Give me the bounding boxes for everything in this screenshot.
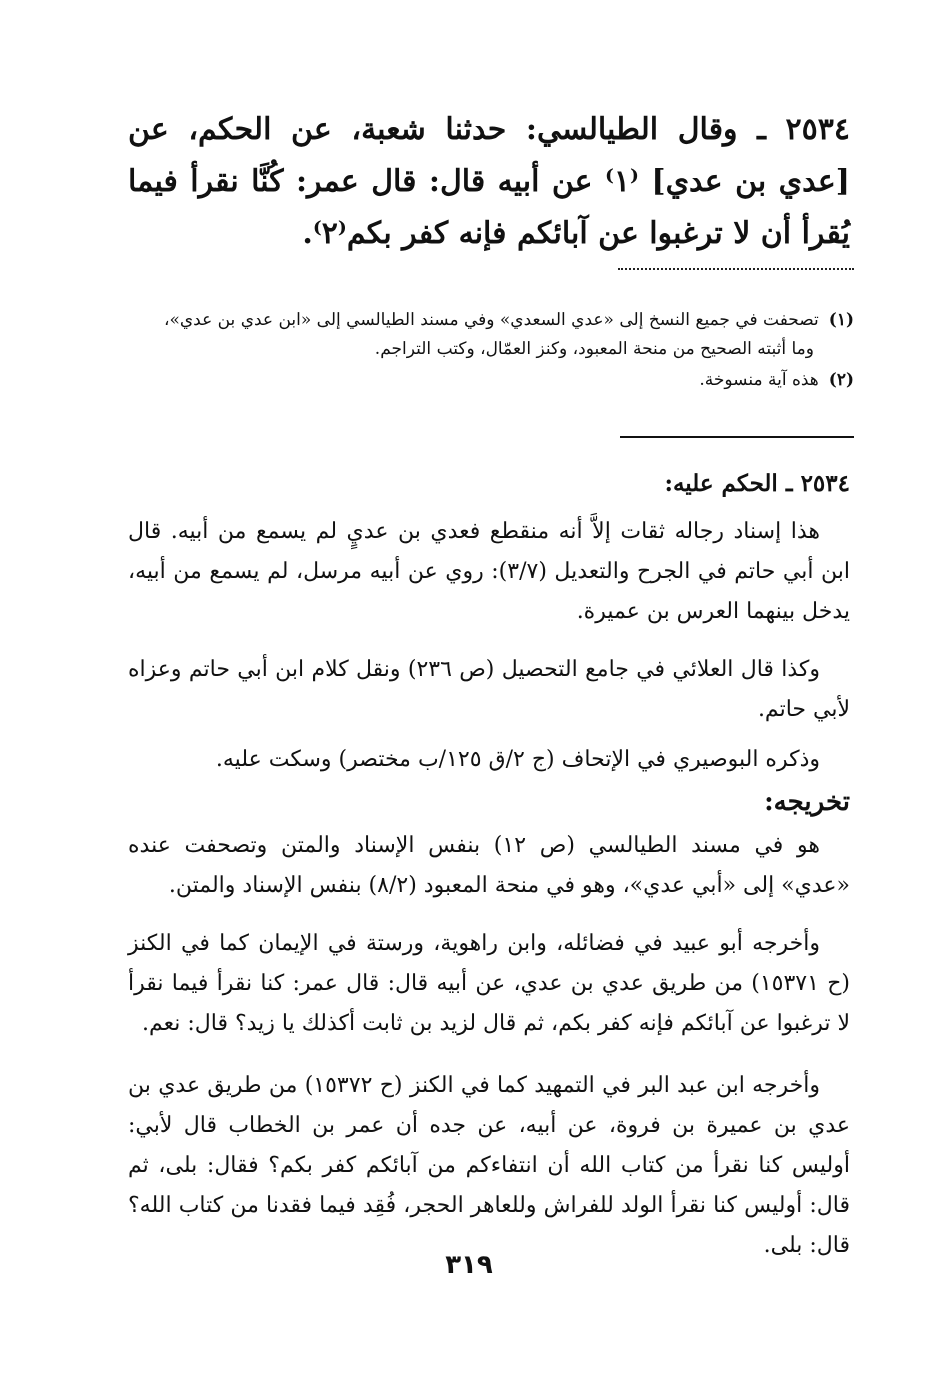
ruling-heading: ٢٥٣٤ ـ الحكم عليه: (664, 470, 850, 497)
ruling-paragraph (128, 740, 850, 780)
paragraph-text: هو في مسند الطيالسي (ص ١٢) بنفس الإسناد والمتن وتصحفت عنده «عدي» إلى «أبي عدي»، وهو في منحة المعبود (٨/٢) بنفس الإسناد والمتن. (128, 833, 850, 898)
footnote-2 (128, 366, 854, 395)
footnote-dotted-divider (618, 268, 854, 270)
hadith-text: ٢٥٣٤ ـ وقال الطيالسي: حدثنا شعبة، عن الحكم، عن [عدي بن عدي] ⁽١⁾ عن أبيه قال: قال عمر: كُنَّا نقرأ فيما يُقرأ أن لا ترغبوا عن آبائكم فإنه كفر بكم⁽٢⁾. (128, 112, 850, 251)
paragraph-text: هذا إسناد رجاله ثقات إلاَّ أنه منقطع فعدي بن عديٍ لم يسمع من أبيه. قال ابن أبي حاتم في الجرح والتعديل (٣/٧): روي عن أبيه مرسل، لم يسمع من أبيه، يدخل بينهما العرس بن عميرة. (128, 519, 850, 624)
takhrij-paragraph (128, 826, 850, 906)
takhrij-paragraph (128, 1066, 850, 1266)
footnote-1-continuation: وما أثبته الصحيح من منحة المعبود، وكنز العمّال، وكتب التراجم. (374, 339, 814, 359)
footnote-text: تصحفت في جميع النسخ إلى «عدي السعدي» وفي مسند الطيالسي إلى «ابن عدي بن عدي»، (163, 310, 819, 330)
paragraph-text: وأخرجه ابن عبد البر في التمهيد كما في الكنز (ح ١٥٣٧٢) من طريق عدي بن عدي بن عميرة بن فروة، عن أبيه، عن جده أن عمر بن الخطاب قال لأبي: أوليس كنا نقرأ من كتاب الله أن انتفاءكم من آبائكم كفر بكم؟ فقال: بلى، ثم قال: أوليس كنا نقرأ الولد للفراش وللعاهر الحجر، فُقِد فيما فقدنا من كتاب الله؟ قال: بلى. (128, 1073, 850, 1258)
takhrij-paragraph (128, 924, 850, 1044)
footnote-number: (٢) (828, 370, 854, 390)
footnote-text: هذه آية منسوخة. (699, 370, 819, 390)
paragraph-text: وكذا قال العلائي في جامع التحصيل (ص ٢٣٦) ونقل كلام ابن أبي حاتم وعزاه لأبي حاتم. (128, 657, 850, 722)
footnote-number: (١) (828, 310, 854, 330)
footnotes (128, 306, 854, 395)
footnote-1 (128, 306, 854, 335)
takhrij-heading: تخريجه: (764, 787, 850, 817)
ruling-paragraph (128, 650, 850, 730)
ruling-paragraph (128, 512, 850, 632)
section-separator (620, 436, 854, 438)
paragraph-text: وذكره البوصيري في الإتحاف (ج ٢/ق ١٢٥/ب مختصر) وسكت عليه. (215, 747, 820, 772)
page-number: ٣١٩ (445, 1250, 493, 1280)
paragraph-text: وأخرجه أبو عبيد في فضائله، وابن راهوية، ورستة في الإيمان كما في الكنز (ح ١٥٣٧١) من طريق عدي بن عدي، عن أبيه قال: قال عمر: كنا نقرأ فيما نقرأ لا ترغبوا عن آبائكم فإنه كفر بكم، ثم قال لزيد بن ثابت أكذلك يا زيد؟ قال: نعم. (128, 931, 851, 1036)
